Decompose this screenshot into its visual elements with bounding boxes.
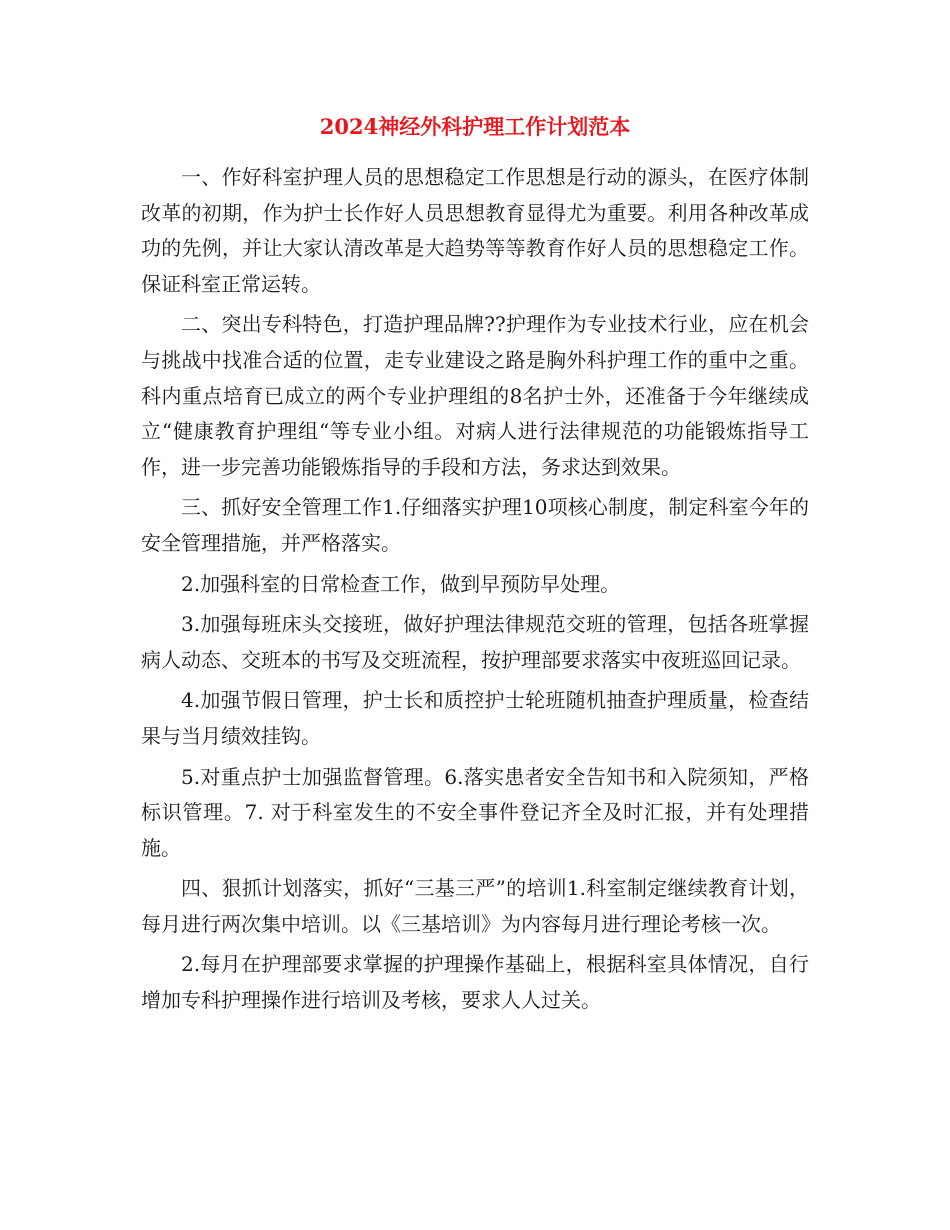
paragraph-4: 2.加强科室的日常检查工作，做到早预防早处理。 (181, 571, 621, 596)
paragraph-2: 二、突出专科特色，打造护理品牌??护理作为专业技术行业，应在机会与挑战中找准合适的位置，走专业建设之路是胸外科护理工作的重中之重。 科内重点培育已成立的两个专业护理组的8名护士外，还准备于今年继续成立“健康教育护理组“等专业小组。对病人进行法律规范的功能锻炼指导工作，进一步完善功能锻炼指导的手段和方法，务求达到效果。 (141, 312, 809, 479)
paragraph-6: 4.加强节假日管理，护士长和质控护士轮班随机抽查护理质量，检查结果与当月绩效挂钩。 (141, 688, 809, 748)
paragraph-3: 三、抓好安全管理工作1.仔细落实护理10项核心制度，制定科室今年的安全管理措施，并严格落实。 (141, 495, 809, 555)
paragraph-8: 四、狠抓计划落实，抓好“三基三严”的培训1.科室制定继续教育计划，每月进行两次集中培训。以《三基培训》为内容每月进行理论考核一次。 (141, 876, 809, 936)
paragraph-7: 5.对重点护士加强监督管理。6.落实患者安全告知书和入院须知，严格标识管理。7. 对于科室发生的不安全事件登记齐全及时汇报，并有处理措施。 (141, 764, 809, 860)
paragraph-5: 3.加强每班床头交接班，做好护理法律规范交班的管理，包括各班掌握病人动态、交班本的书写及交班流程，按护理部要求落实中夜班巡回记录。 (141, 612, 809, 672)
document-body (141, 160, 809, 1024)
paragraph-1: 一、作好科室护理人员的思想稳定工作思想是行动的源头，在医疗体制改革的初期，作为护士长作好人员思想教育显得尤为重要。利用各种改革成功的先例，并让大家认清改革是大趋势等等教育作好人员的思想稳定工作。保证科室正常运转。 (141, 165, 809, 296)
document-title: 2024神经外科护理工作计划范本 (319, 114, 631, 139)
paragraph-9: 2.每月在护理部要求掌握的护理操作基础上，根据科室具体情况，自行增加专科护理操作进行培训及考核，要求人人过关。 (141, 952, 809, 1013)
